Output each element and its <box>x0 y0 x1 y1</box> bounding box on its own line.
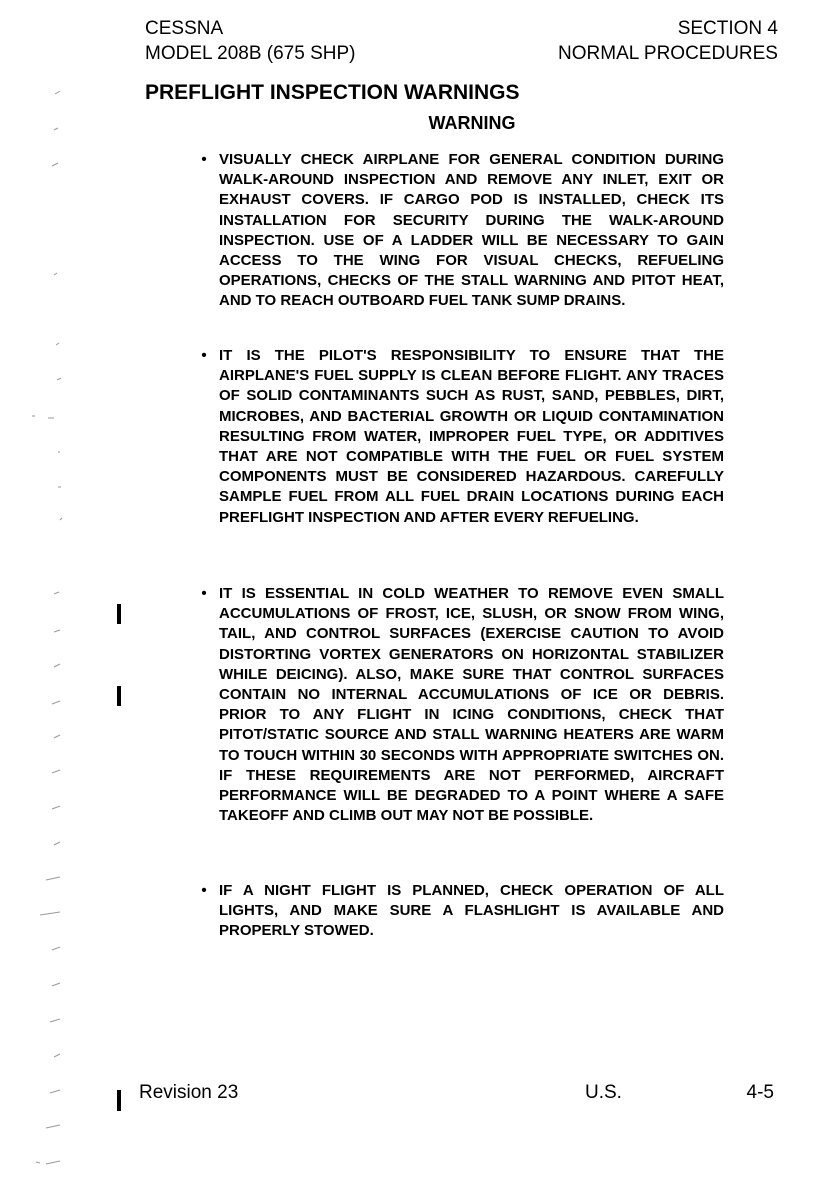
warning-item <box>201 881 724 942</box>
warning-text: IT IS ESSENTIAL IN COLD WEATHER TO REMOVE EVEN SMALL ACCUMULATIONS OF FROST, ICE, SLUSH, OR SNOW FROM WING, TAIL, AND CONTROL SURFACES (EXERCISE CAUTION TO AVOID DISTORTING VORTEX GENERATORS ON HORIZONTAL STABILIZER WHILE DEICING). ALSO, MAKE SURE THAT CONTROL SURFACES CONTAIN NO INTERNAL ACCUMULATIONS OF ICE OR DEBRIS. PRIOR TO ANY FLIGHT IN ICING CONDITIONS, CHECK THAT PITOT/STATIC SOURCE AND STALL WARNING HEATERS ARE WARM TO TOUCH WITHIN 30 SECONDS WITH APPROPRIATE SWITCHES ON. IF THESE REQUIREMENTS ARE NOT PERFORMED, AIRCRAFT PERFORMANCE WILL BE DEGRADED TO A POINT WHERE A SAFE TAKEOFF AND CLIMB OUT MAY NOT BE POSSIBLE. <box>219 585 724 825</box>
footer-revision: Revision 23 <box>139 1082 239 1103</box>
warning-text: IF A NIGHT FLIGHT IS PLANNED, CHECK OPERATION OF ALL LIGHTS, AND MAKE SURE A FLASHLIGHT IS AVAILABLE AND PROPERLY STOWED. <box>219 882 724 940</box>
section-title: PREFLIGHT INSPECTION WARNINGS <box>145 81 520 104</box>
warning-text: IT IS THE PILOT'S RESPONSIBILITY TO ENSURE THAT THE AIRPLANE'S FUEL SUPPLY IS CLEAN BEFORE FLIGHT. ANY TRACES OF SOLID CONTAMINANTS SUCH AS RUST, SAND, PEBBLES, DIRT, MICROBES, AND BACTERIAL GROWTH OR LIQUID CONTAMINATION RESULTING FROM WATER, IMPROPER FUEL TYPE, OR ADDITIVES THAT ARE NOT COMPATIBLE WITH THE FUEL OR FUEL SYSTEM COMPONENTS MUST BE CONSIDERED HAZARDOUS. CAREFULLY SAMPLE FUEL FROM ALL FUEL DRAIN LOCATIONS DURING EACH PREFLIGHT INSPECTION AND AFTER EVERY REFUELING. <box>219 347 724 526</box>
revision-change-bar <box>117 1090 121 1111</box>
warning-text: VISUALLY CHECK AIRPLANE FOR GENERAL CONDITION DURING WALK-AROUND INSPECTION AND REMOVE ANY INLET, EXIT OR EXHAUST COVERS. IF CARGO POD IS INSTALLED, CHECK ITS INSTALLATION FOR SECURITY DURING THE WALK-AROUND INSPECTION. USE OF A LADDER WILL BE NECESSARY TO GAIN ACCESS TO THE WING FOR VISUAL CHECKS, REFUELING OPERATIONS, CHECKS OF THE STALL WARNING AND PITOT HEAT, AND TO REACH OUTBOARD FUEL TANK SUMP DRAINS. <box>219 151 724 310</box>
warning-heading: WARNING <box>428 113 516 133</box>
header-section: SECTION 4 <box>677 18 778 39</box>
footer-page-number: 4-5 <box>746 1082 774 1103</box>
header-model: MODEL 208B (675 SHP) <box>145 43 356 64</box>
scan-margin-marks <box>30 0 70 1187</box>
bullet-icon: • <box>201 151 207 168</box>
warning-item <box>201 150 724 312</box>
footer-region: U.S. <box>585 1082 622 1103</box>
warning-item <box>201 584 724 826</box>
revision-change-bar <box>117 604 121 624</box>
bullet-icon: • <box>201 585 207 602</box>
warning-item <box>201 346 724 528</box>
revision-change-bar <box>117 686 121 706</box>
bullet-icon: • <box>201 882 207 899</box>
header-manufacturer: CESSNA <box>145 18 224 39</box>
header-procedures: NORMAL PROCEDURES <box>558 43 778 64</box>
bullet-icon: • <box>201 347 207 364</box>
